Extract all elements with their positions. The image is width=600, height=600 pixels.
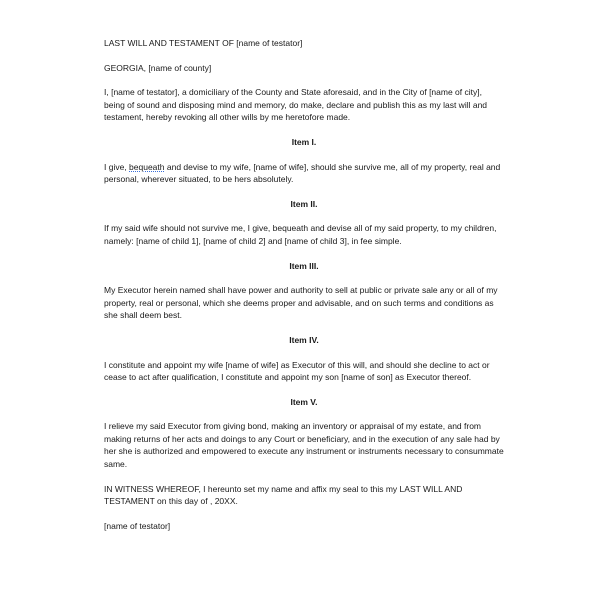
document-body [104,37,504,544]
item-1-paragraph [104,161,504,186]
item-5-paragraph: I relieve my said Executor from giving bond, making an inventory or appraisal of my estate, and from making returns of her acts and doings to any Court or beneficiary, and in the execution of any sale had by her she is authorized and empowered to execute any instrument or instruments necessary to consummate same. [104,421,504,470]
document-title: LAST WILL AND TESTAMENT OF [name of testator] [104,38,303,48]
intro-paragraph: I, [name of testator], a domiciliary of the County and State aforesaid, and in the City of [name of city], being of sound and disposing mind and memory, do make, declare and publish this as my last will and testament, hereby revoking all other wills by me heretofore made. [104,87,488,123]
item-2-heading: Item II. [290,198,318,209]
item-5-heading: Item V. [290,396,318,407]
signature-line: [name of testator] [104,520,171,531]
county-line: GEORGIA, [name of county] [104,62,212,73]
spellcheck-flagged-word: bequeath [129,161,165,172]
item-1-text-end: and devise to my wife, [name of wife], should she survive me, all of my property, real and personal, wherever situated, to be hers absolutely. [104,161,501,185]
item-1-text-start: I give, [104,161,130,172]
item-2-paragraph: If my said wife should not survive me, I give, bequeath and devise all of my said property, to my children, namely: [name of child 1], [name of child 2] and [name of child 3], in fee simple. [104,223,497,246]
item-1-heading: Item I. [291,136,317,147]
item-4-heading: Item IV. [289,334,319,345]
item-3-paragraph: My Executor herein named shall have power and authority to sell at public or private sale any or all of my property, real or personal, which she deems proper and advisable, and on such terms and conditions as she shall deem best. [104,285,498,321]
witness-paragraph: IN WITNESS WHEREOF, I hereunto set my name and affix my seal to this my LAST WILL AND TESTAMENT on this day of , 20XX. [104,483,463,507]
item-3-heading: Item III. [289,260,319,271]
item-4-paragraph: I constitute and appoint my wife [name of wife] as Executor of this will, and should she decline to act or cease to act after qualification, I constitute and appoint my son [name of son] as Executor thereof. [104,359,490,383]
